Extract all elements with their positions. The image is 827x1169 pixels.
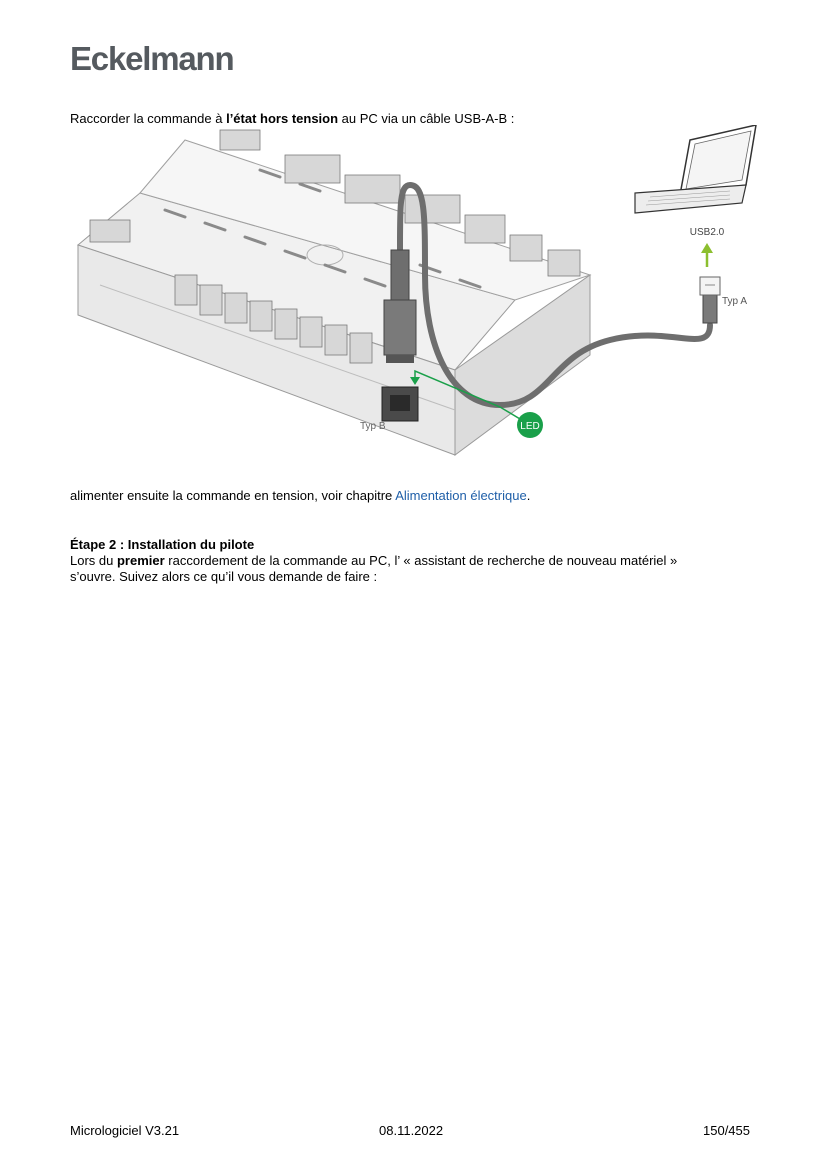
power-paragraph xyxy=(70,488,530,504)
typ-a-label: Typ A xyxy=(722,296,748,307)
power-text-before: alimenter ensuite la commande en tension, voir chapitre xyxy=(70,488,396,503)
step2-line2: s’ouvre. Suivez alors ce qu’il vous demande de faire : xyxy=(70,569,378,584)
intro-text-before: Raccorder la commande à xyxy=(70,111,227,126)
footer-page-number: 150/455 xyxy=(703,1123,750,1138)
usb-connection-illustration xyxy=(70,125,770,465)
eckelmann-logo: Eckelmann xyxy=(70,40,234,77)
upward-arrow xyxy=(701,243,713,267)
typ-b-label: Typ B xyxy=(360,421,386,432)
usb-a-plug xyxy=(700,277,720,323)
power-text-after: . xyxy=(526,488,531,503)
step2-line1-after: raccordement de la commande au PC, l’ « assistant de recherche de nouveau matériel » xyxy=(164,553,678,568)
step2-line1-before: Lors du xyxy=(70,553,117,568)
intro-text-bold: l’état hors tension xyxy=(226,111,339,126)
laptop-icon xyxy=(635,125,756,213)
intro-text-after: au PC via un câble USB-A-B : xyxy=(338,111,515,126)
power-supply-link[interactable]: Alimentation électrique xyxy=(395,488,527,503)
usb-b-socket xyxy=(382,387,418,421)
led-label: LED xyxy=(520,421,540,432)
footer-version: Micrologiciel V3.21 xyxy=(70,1123,180,1138)
footer-date: 08.11.2022 xyxy=(379,1123,444,1138)
step2-line1 xyxy=(70,553,677,569)
step2-title: Étape 2 : Installation du pilote xyxy=(70,537,255,552)
usb-label: USB2.0 xyxy=(689,227,725,238)
step2-line1-bold: premier xyxy=(116,553,165,568)
